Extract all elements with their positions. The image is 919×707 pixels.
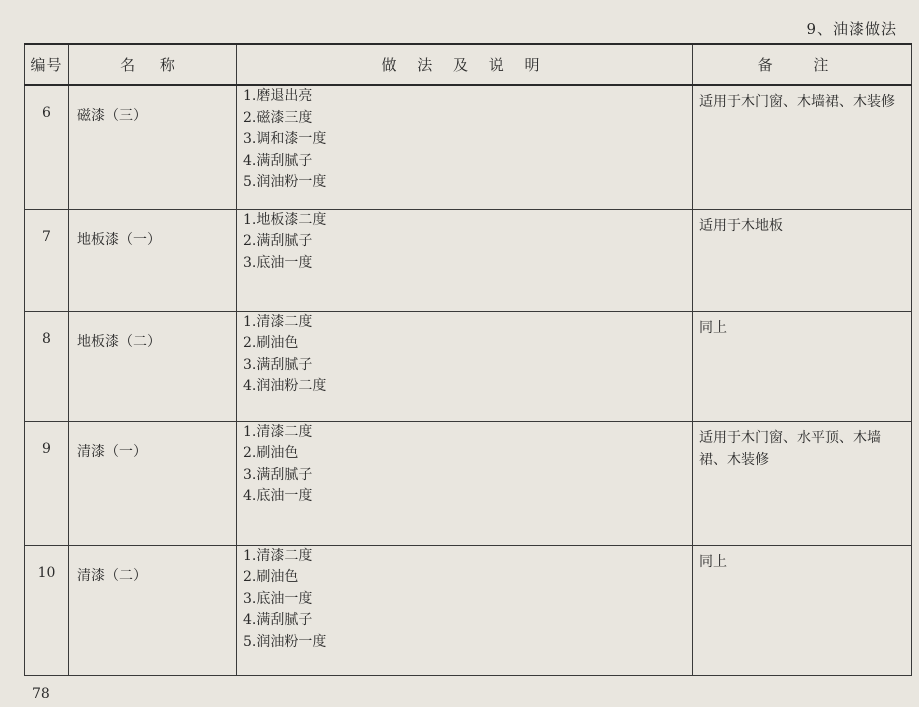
row-number: 9 [25, 421, 69, 545]
row-number: 8 [25, 311, 69, 421]
step-text: 2.刷油色 [243, 445, 299, 461]
step-text: 2.刷油色 [243, 569, 299, 585]
step-text: 5.润油粉一度 [243, 174, 327, 190]
step-text: 3.满刮腻子 [243, 356, 313, 373]
row-steps [237, 85, 693, 209]
step-text: 4.底油一度 [243, 488, 313, 504]
step-text: 3.底油一度 [243, 590, 313, 607]
table-row [25, 545, 912, 675]
row-name: 地板漆（一） [69, 209, 237, 311]
step-text: 5.润油粉一度 [243, 633, 327, 650]
table-header-row [25, 44, 912, 85]
table-row [25, 421, 912, 545]
column-header-no: 编号 [25, 44, 69, 85]
row-note: 同上 [693, 311, 912, 421]
step-text: 4.满刮腻子 [243, 612, 313, 628]
table-row [25, 311, 912, 421]
table-row [25, 209, 912, 311]
step-text: 2.满刮腻子 [243, 233, 313, 249]
row-steps [237, 209, 693, 311]
step-text: 1.地板漆二度 [243, 211, 327, 228]
row-steps [237, 545, 693, 675]
column-header-note: 备 注 [693, 44, 912, 85]
column-header-method: 做 法 及 说 明 [237, 44, 693, 85]
step-text: 3.调和漆一度 [243, 131, 327, 147]
column-header-name: 名 称 [69, 44, 237, 85]
step-text: 1.清漆二度 [243, 547, 313, 564]
row-steps [237, 421, 693, 545]
step-text: 4.满刮腻子 [243, 152, 313, 169]
table-row [25, 85, 912, 209]
row-steps [237, 311, 693, 421]
row-number: 6 [25, 85, 69, 209]
step-text: 1.清漆二度 [243, 313, 313, 330]
row-note: 同上 [693, 545, 912, 675]
step-text: 4.润油粉二度 [243, 378, 327, 394]
section-title: 9、油漆做法 [806, 20, 897, 38]
row-name: 清漆（一） [69, 421, 237, 545]
row-note: 适用于木门窗、木墙裙、木装修 [693, 85, 912, 209]
step-text: 1.磨退出亮 [243, 88, 313, 104]
page-number: 78 [32, 686, 50, 702]
step-text: 2.磁漆三度 [243, 109, 313, 126]
row-number: 7 [25, 209, 69, 311]
row-name: 磁漆（三） [69, 85, 237, 209]
row-number: 10 [25, 545, 69, 675]
row-note: 适用于木门窗、水平顶、木墙裙、木装修 [693, 421, 912, 545]
row-name: 清漆（二） [69, 545, 237, 675]
row-note: 适用于木地板 [693, 209, 912, 311]
step-text: 2.刷油色 [243, 335, 299, 351]
step-text: 3.满刮腻子 [243, 466, 313, 483]
step-text: 3.底油一度 [243, 254, 313, 271]
paint-method-table [24, 43, 912, 676]
step-text: 1.清漆二度 [243, 423, 313, 440]
row-name: 地板漆（二） [69, 311, 237, 421]
